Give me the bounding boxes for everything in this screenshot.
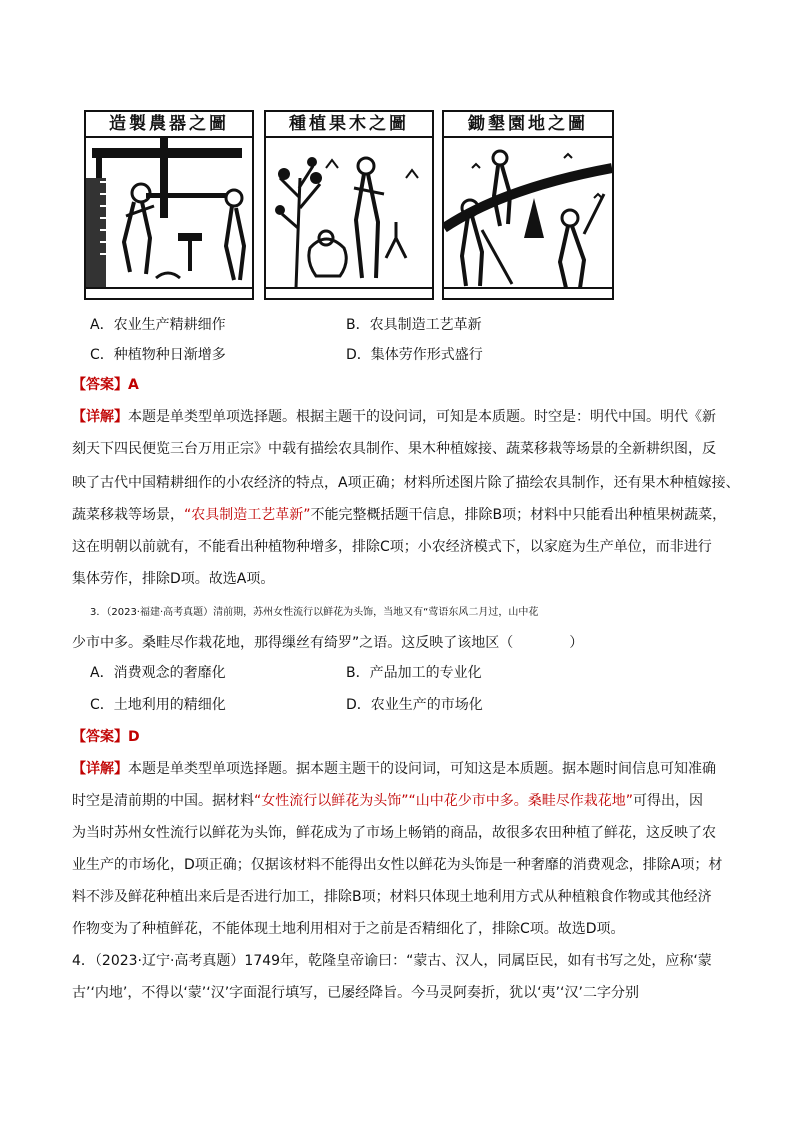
detail-line <box>72 792 732 810</box>
fruit-tree-planting-illustration <box>266 138 432 298</box>
detail-line <box>72 570 732 588</box>
detail-line <box>72 856 732 874</box>
option-a: A．消费观念的奢靡化 <box>90 665 226 681</box>
option-c: C．种植物种日渐增多 <box>90 347 226 363</box>
option-c: C．土地利用的精细化 <box>90 697 226 713</box>
detail-text: 本题是单类型单项选择题。据本题主题干的设问词，可知这是本质题。据本题时间信息可知准确 <box>128 761 716 777</box>
figure-caption: 種植果木之圖 <box>266 112 432 138</box>
detail-text: 本题是单类型单项选择题。根据主题干的设问词，可知是本质题。时空是：明代中国。明代《新 <box>128 409 716 425</box>
option-b: B．产品加工的专业化 <box>346 665 482 681</box>
detail-text: 可得出，因 <box>633 793 704 809</box>
detail-text: 不能完整概括题干信息，排除B项；材料中只能看出种植果树蔬菜， <box>310 507 727 523</box>
detail-text: 料不涉及鲜花种植出来后是否进行加工，排除B项；材料只体现土地利用方式从种植粮食作物或其他经济 <box>72 889 712 905</box>
detail-text: 蔬菜移栽等场景， <box>72 507 184 523</box>
option-a: A．农业生产精耕细作 <box>90 317 226 333</box>
question-stem: 古’‘内地’，不得以‘蒙’‘汉’字面混行填写，已屡经降旨。今马灵阿奏折，犹以‘夷’‘汉’二字分别 <box>72 985 639 1001</box>
option-b: B．农具制造工艺革新 <box>346 317 482 333</box>
question-stem: 4．（2023·辽宁·高考真题）1749年，乾隆皇帝谕曰：“蒙古、汉人，同属臣民，如有书写之处，应称‘蒙 <box>72 953 712 969</box>
figure-caption: 鋤墾園地之圖 <box>444 112 612 138</box>
detail-line <box>72 888 732 906</box>
answer-value: A <box>128 377 139 393</box>
question-stem: 少市中多。桑畦尽作栽花地，那得缫丝有绮罗”之语。这反映了该地区（ ） <box>72 635 584 651</box>
detail-tag: 【详解】 <box>72 761 128 777</box>
answer-tag: 【答案】 <box>72 729 128 745</box>
detail-text: 集体劳作，排除D项。故选A项。 <box>72 571 275 587</box>
answer-line <box>72 728 732 746</box>
woodcut-figures <box>84 110 614 296</box>
detail-text: 作物变为了种植鲜花，不能体现土地利用相对于之前是否精细化了，排除C项。故选D项。 <box>72 921 625 937</box>
detail-text: 为当时苏州女性流行以鲜花为头饰，鲜花成为了市场上畅销的商品，故很多农田种植了鲜花，这反映了农 <box>72 825 716 841</box>
answer-line <box>72 376 732 394</box>
detail-line <box>72 824 732 842</box>
detail-line <box>72 538 732 556</box>
detail-line <box>72 408 732 426</box>
hoeing-garden-illustration <box>444 138 612 298</box>
detail-line <box>72 760 732 778</box>
figure-farm-tool-making <box>84 110 254 300</box>
detail-line <box>72 920 732 938</box>
detail-text: 映了古代中国精耕细作的小农经济的特点，A项正确；材料所述图片除了描绘农具制作，还有果木种植嫁接、 <box>72 475 740 491</box>
detail-text: 这在明朝以前就有，不能看出种植物种增多，排除C项；小农经济模式下，以家庭为生产单位，而非进行 <box>72 539 712 555</box>
figure-caption: 造製農器之圖 <box>86 112 252 138</box>
detail-line <box>72 474 740 492</box>
detail-line <box>72 506 732 524</box>
figure-hoeing-garden <box>442 110 614 300</box>
detail-quote: “女性流行以鲜花为头饰”“山中花少市中多。桑畦尽作栽花地” <box>254 793 634 809</box>
detail-text: 时空是清前期的中国。据材料 <box>72 793 254 809</box>
figure-fruit-tree-planting <box>264 110 434 300</box>
detail-tag: 【详解】 <box>72 409 128 425</box>
detail-text: 业生产的市场化，D项正确；仅据该材料不能得出女性以鲜花为头饰是一种奢靡的消费观念，排除A项；材 <box>72 857 723 873</box>
option-d: D．农业生产的市场化 <box>346 697 483 713</box>
detail-line <box>72 440 732 458</box>
answer-value: D <box>128 729 140 745</box>
answer-tag: 【答案】 <box>72 377 128 393</box>
farm-tool-making-illustration <box>86 138 252 298</box>
detail-text: 刻天下四民便览三台万用正宗》中载有描绘农具制作、果木种植嫁接、蔬菜移栽等场景的全新耕织图，反 <box>72 441 716 457</box>
question-stem: 3．（2023·福建·高考真题）清前期，苏州女性流行以鲜花为头饰，当地又有“莺语东风二月过，山中花 <box>90 607 539 618</box>
detail-quote: “农具制造工艺革新” <box>184 507 311 523</box>
option-d: D．集体劳作形式盛行 <box>346 347 483 363</box>
